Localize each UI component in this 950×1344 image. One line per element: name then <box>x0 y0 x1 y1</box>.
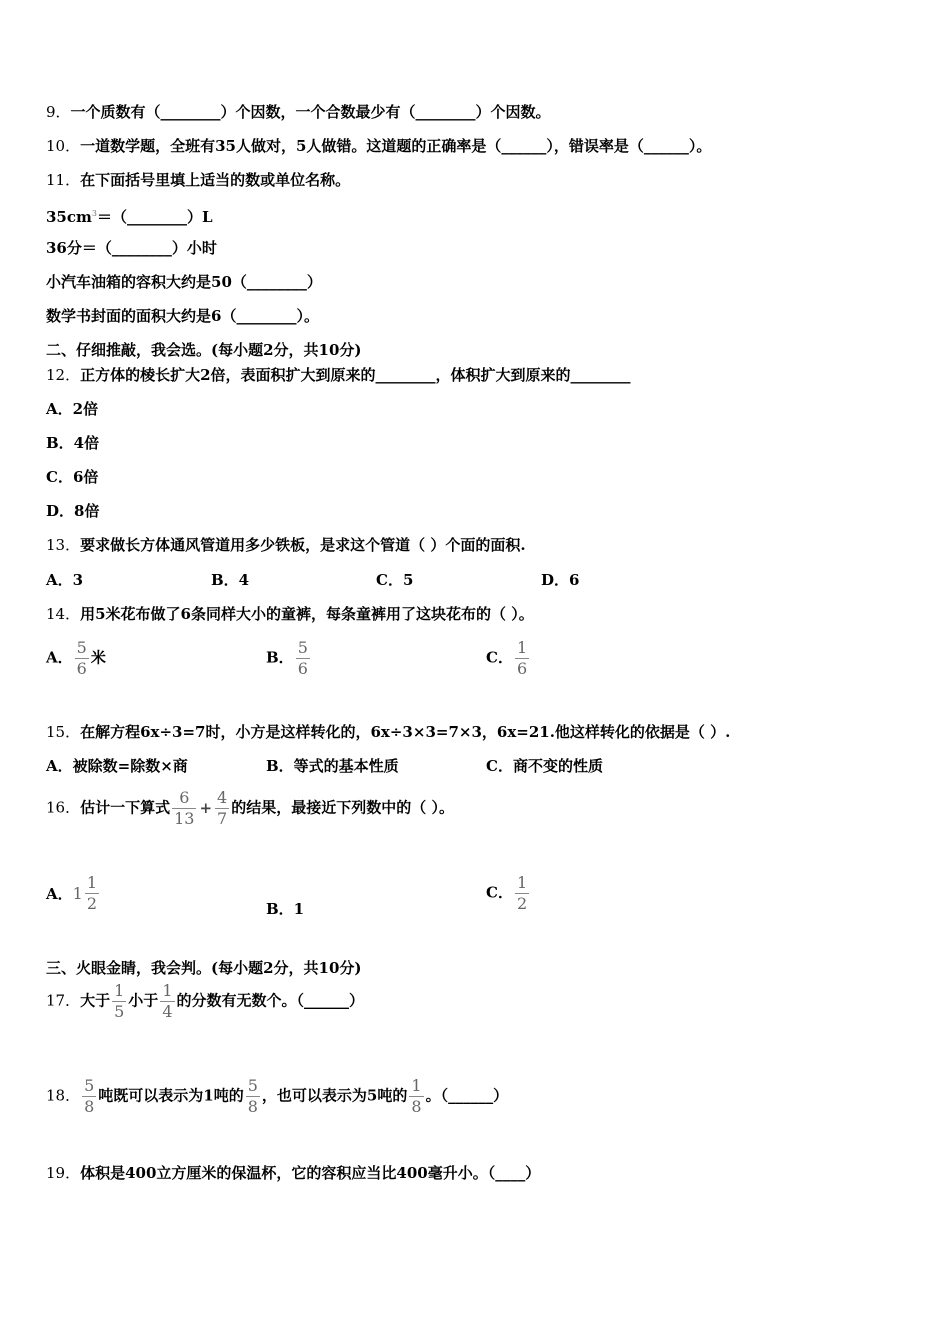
q14-text: 用5米花布做了6条同样大小的童裤，每条童裤用了这块花布的（ ）。 <box>80 605 534 623</box>
q11-item1-post: ＝（________）L <box>96 208 213 226</box>
question-11 <box>46 170 350 190</box>
q17-fraction-2 <box>160 983 174 1020</box>
q14-a-denominator: 6 <box>76 659 87 678</box>
q13-number: 13． <box>46 536 81 554</box>
question-15 <box>46 722 730 742</box>
q11-item-1 <box>46 204 213 227</box>
section-3-heading: 三、火眼金睛，我会判。(每小题2分，共10分) <box>46 959 362 977</box>
q16-fraction-2 <box>215 790 229 827</box>
question-10 <box>46 136 711 156</box>
q16-a-denominator: 2 <box>86 894 98 913</box>
q11-item-2: 36分＝（________）小时 <box>46 239 217 257</box>
q12-text: 正方体的棱长扩大2倍，表面积扩大到原来的________，体积扩大到原来的________ <box>80 366 631 384</box>
q13-option-a: A．3 <box>46 571 84 589</box>
question-12 <box>46 365 631 385</box>
q14-c-label: C． <box>486 648 513 667</box>
q18-f2-numerator: 5 <box>247 1076 258 1095</box>
q14-a-fraction <box>75 640 89 677</box>
q15-option-c: C．商不变的性质 <box>486 757 603 775</box>
q12-option-d: D．8倍 <box>46 502 100 520</box>
q16-a-whole: 1 <box>72 884 83 903</box>
q18-f1-numerator: 5 <box>84 1076 95 1095</box>
q18-text-3: 。（______） <box>425 1086 509 1105</box>
q17-f2-denominator: 4 <box>162 1002 173 1021</box>
q17-f1-denominator: 5 <box>114 1002 125 1021</box>
q15-text: 在解方程6x÷3=7时，小方是这样转化的，6x÷3×3=7×3，6x=21.他这样转化的依据是（ ）. <box>80 723 731 741</box>
q11-item1-sup: 3 <box>91 209 97 218</box>
q12-number: 12． <box>46 366 81 384</box>
q18-fraction-1 <box>82 1078 96 1115</box>
q17-number: 17． <box>46 991 81 1010</box>
question-13 <box>46 535 526 555</box>
q13-option-d: D．6 <box>541 571 580 589</box>
section-2-heading: 二、仔细推敲，我会选。(每小题2分，共10分) <box>46 341 362 359</box>
question-9 <box>46 102 551 122</box>
q10-text: 一道数学题，全班有35人做对，5人做错。这道题的正确率是（______），错误率是（______）。 <box>80 137 712 155</box>
question-14 <box>46 604 534 624</box>
q16-f2-denominator: 7 <box>217 809 228 828</box>
q18-f2-denominator: 8 <box>247 1097 258 1116</box>
q16-a-mixed-number <box>73 875 101 912</box>
q11-item-4: 数学书封面的面积大约是6（________）。 <box>46 307 319 325</box>
q16-option-c <box>486 875 531 912</box>
q10-number: 10． <box>46 137 81 155</box>
q18-fraction-3 <box>409 1078 423 1115</box>
q18-f3-denominator: 8 <box>411 1097 422 1116</box>
q16-option-b: B．1 <box>266 900 305 918</box>
q13-option-b: B．4 <box>211 571 250 589</box>
q16-pre: 估计一下算式 <box>80 798 171 817</box>
q16-a-label: A． <box>46 885 73 903</box>
question-18 <box>46 1078 508 1115</box>
q17-f2-numerator: 1 <box>162 981 173 1000</box>
q17-f1-numerator: 1 <box>114 981 125 1000</box>
q14-b-fraction <box>296 640 310 677</box>
q15-option-a: A．被除数=除数×商 <box>46 757 188 775</box>
q11-item-3: 小汽车油箱的容积大约是50（________） <box>46 273 322 291</box>
q14-c-denominator: 6 <box>516 659 528 678</box>
q19-text: 体积是400立方厘米的保温杯，它的容积应当比400毫升小。（____） <box>80 1164 541 1182</box>
q14-a-unit: 米 <box>90 648 106 667</box>
q17-fraction-1 <box>112 983 126 1020</box>
q16-fraction-1 <box>172 790 196 827</box>
q13-text: 要求做长方体通风管道用多少铁板，是求这个管道（ ）个面的面积. <box>80 536 526 554</box>
q12-option-c: C．6倍 <box>46 468 99 486</box>
q11-item1-pre: 35cm <box>46 208 92 226</box>
q16-a-fraction <box>85 875 99 912</box>
question-19 <box>46 1163 540 1183</box>
question-17 <box>46 983 364 1020</box>
q16-a-numerator: 1 <box>86 873 98 892</box>
q16-f1-denominator: 13 <box>174 809 195 828</box>
q17-pre: 大于 <box>80 991 111 1010</box>
q9-text: 一个质数有（________）个因数，一个合数最少有（________）个因数。 <box>70 103 551 121</box>
q16-c-fraction <box>515 875 529 912</box>
q14-number: 14． <box>46 605 81 623</box>
q18-number: 18． <box>46 1086 81 1105</box>
q16-c-label: C． <box>486 883 513 902</box>
q12-option-a: A．2倍 <box>46 400 99 418</box>
q12-option-b: B．4倍 <box>46 434 100 452</box>
q14-option-b <box>266 640 312 677</box>
q9-number: 9． <box>46 103 71 121</box>
q14-c-fraction <box>515 640 529 677</box>
q18-text-1: 吨既可以表示为1吨的 <box>98 1086 244 1105</box>
q14-b-denominator: 6 <box>297 659 308 678</box>
q14-option-c <box>486 640 531 677</box>
q16-number: 16． <box>46 798 81 817</box>
q18-f1-denominator: 8 <box>84 1097 95 1116</box>
q14-c-numerator: 1 <box>516 638 528 657</box>
q16-c-numerator: 1 <box>516 873 528 892</box>
q16-plus: + <box>199 798 213 817</box>
q16-f2-numerator: 4 <box>217 788 228 807</box>
q18-fraction-2 <box>246 1078 260 1115</box>
q16-c-denominator: 2 <box>516 894 528 913</box>
q14-a-numerator: 5 <box>76 638 87 657</box>
q14-a-label: A． <box>46 648 73 667</box>
q11-number: 11． <box>46 171 81 189</box>
q14-b-numerator: 5 <box>297 638 308 657</box>
q19-number: 19． <box>46 1164 81 1182</box>
q16-f1-numerator: 6 <box>179 788 190 807</box>
q17-post: 的分数有无数个。（______） <box>176 991 365 1010</box>
q15-number: 15． <box>46 723 81 741</box>
q14-b-label: B． <box>266 648 294 667</box>
q15-option-b: B．等式的基本性质 <box>266 757 399 775</box>
question-16 <box>46 790 454 827</box>
q11-text: 在下面括号里填上适当的数或单位名称。 <box>80 171 351 189</box>
q18-text-2: ，也可以表示为5吨的 <box>261 1086 408 1105</box>
q18-f3-numerator: 1 <box>411 1076 422 1095</box>
q16-post: 的结果，最接近下列数中的（ ）。 <box>231 798 454 817</box>
q17-mid: 小于 <box>128 991 159 1010</box>
q13-option-c: C．5 <box>376 571 414 589</box>
q16-option-a <box>46 875 101 912</box>
q14-option-a <box>46 640 106 677</box>
